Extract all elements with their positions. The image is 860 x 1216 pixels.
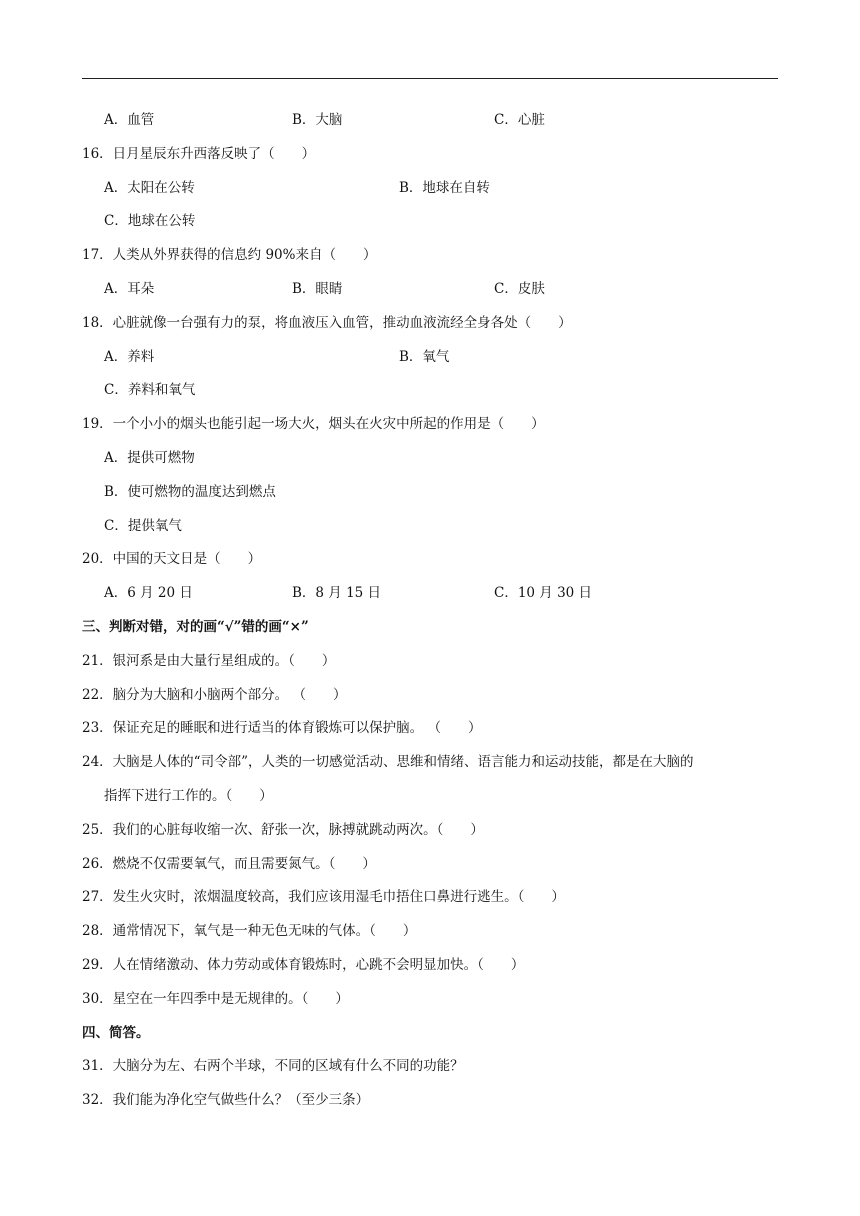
question-text: 19．一个小小的烟头也能引起一场大火，烟头在火灾中所起的作用是（ ） [82, 416, 545, 432]
question-text: 32．我们能为净化空气做些什么？（至少三条） [82, 1092, 370, 1108]
answer-option: B．大脑 [292, 112, 343, 128]
question-text: 25．我们的心脏每收缩一次、舒张一次，脉搏就跳动两次。（ ） [82, 822, 484, 838]
question-text: 20．中国的天文日是（ ） [82, 551, 262, 567]
question-text: 29．人在情绪激动、体力劳动或体育锻炼时，心跳不会明显加快。（ ） [82, 957, 525, 973]
answer-option: C．10 月 30 日 [494, 585, 593, 601]
answer-option: B．地球在自转 [399, 180, 490, 196]
answer-option: C．心脏 [494, 112, 545, 128]
question-text: 16．日月星辰东升西落反映了（ ） [82, 146, 316, 162]
question-text: 指挥下进行工作的。（ ） [104, 788, 273, 804]
answer-option: B．使可燃物的温度达到燃点 [104, 484, 276, 500]
section-heading: 三、判断对错，对的画“√”错的画“×” [82, 619, 309, 635]
question-text: 24．大脑是人体的“司令部”，人类的一切感觉活动、思维和情绪、语言能力和运动技能，都是在大脑的 [82, 754, 694, 770]
answer-option: C．地球在公转 [104, 213, 196, 229]
answer-option: C．养料和氧气 [104, 382, 196, 398]
answer-option: C．提供氧气 [104, 518, 182, 534]
question-text: 27．发生火灾时，浓烟温度较高，我们应该用湿毛巾捂住口鼻进行逃生。（ ） [82, 889, 565, 905]
question-text: 28．通常情况下，氧气是一种无色无味的气体。（ ） [82, 923, 417, 939]
question-text: 31．大脑分为左、右两个半球，不同的区域有什么不同的功能？ [82, 1058, 464, 1074]
answer-option: B．8 月 15 日 [292, 585, 382, 601]
question-text: 21．银河系是由大量行星组成的。（ ） [82, 653, 336, 669]
answer-option: C．皮肤 [494, 281, 545, 297]
question-text: 26．燃烧不仅需要氧气，而且需要氮气。（ ） [82, 856, 376, 872]
answer-option: B．眼睛 [292, 281, 343, 297]
answer-option: A．6 月 20 日 [104, 585, 193, 601]
question-text: 18．心脏就像一台强有力的泵，将血液压入血管，推动血液流经全身各处（ ） [82, 315, 572, 331]
question-text: 30．星空在一年四季中是无规律的。（ ） [82, 991, 349, 1007]
question-text: 23．保证充足的睡眠和进行适当的体育锻炼可以保护脑。 （ ） [82, 720, 482, 736]
answer-option: A．耳朵 [104, 281, 155, 297]
answer-option: A．提供可燃物 [104, 450, 195, 466]
header-rule [82, 78, 778, 79]
question-text: 17．人类从外界获得的信息约 90%来自（ ） [82, 247, 377, 263]
answer-option: A．血管 [104, 112, 155, 128]
question-text: 22．脑分为大脑和小脑两个部分。 （ ） [82, 687, 347, 703]
answer-option: B．氧气 [399, 349, 450, 365]
answer-option: A．养料 [104, 349, 155, 365]
section-heading: 四、简答。 [82, 1025, 150, 1041]
answer-option: A．太阳在公转 [104, 180, 195, 196]
